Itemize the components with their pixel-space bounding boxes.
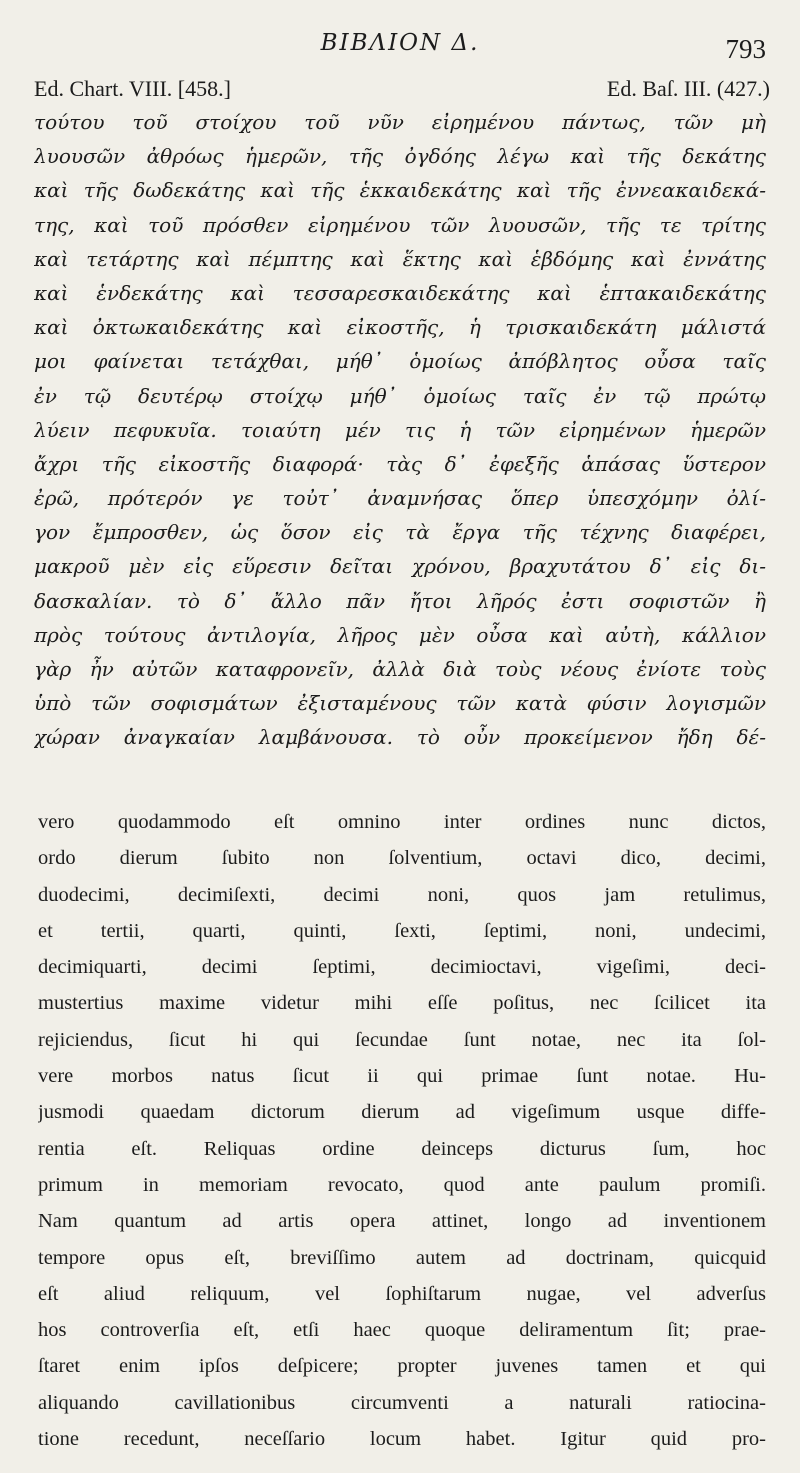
greek-line: χώραν ἀναγκαίαν λαμβάνουσα. τὸ οὖν προκείμενον ἤδη δέ- [34, 725, 766, 750]
page-number: 793 [725, 34, 766, 64]
edition-reference-basel: Ed. Baſ. III. (427.) [606, 76, 770, 101]
latin-line: rentia eſt. Reliquas ordine deinceps dicturus ſum, hoc [38, 1137, 766, 1160]
edition-reference-line [34, 76, 770, 104]
greek-line: λύειν πεφυκυῖα. τοιαύτη μέν τις ἡ τῶν εἰρημένων ἡμερῶν [34, 417, 766, 442]
greek-line: λυουσῶν ἀθρόως ἡμερῶν, τῆς ὀγδόης λέγω καὶ τῆς δεκάτης [34, 144, 766, 169]
latin-line: et tertii, quarti, quinti, ſexti, ſeptimi, noni, undecimi, [38, 919, 766, 942]
latin-line: jusmodi quaedam dictorum dierum ad vigeſimum usque diffe- [38, 1101, 766, 1124]
greek-line: ἐν τῷ δευτέρῳ στοίχῳ μήθ᾽ ὁμοίως ταῖς ἐν τῷ πρώτῳ [34, 383, 766, 408]
greek-line: μακροῦ μὲν εἰς εὕρεσιν δεῖται χρόνου, βραχυτάτου δ᾽ εἰς δι- [34, 554, 766, 579]
greek-line: γὰρ ἦν αὐτῶν καταφρονεῖν, ἀλλὰ διὰ τοὺς νέους ἐνίοτε τοὺς [34, 657, 766, 681]
greek-line: δασκαλίαν. τὸ δ᾽ ἄλλο πᾶν ἤτοι λῆρός ἐστι σοφιστῶν ἢ [34, 588, 766, 613]
latin-text-block [38, 804, 766, 1457]
greek-line: της, καὶ τοῦ πρόσθεν εἰρημένου τῶν λυουσῶν, τῆς τε τρίτης [34, 212, 766, 237]
latin-line: ordo dierum ſubito non ſolventium, octavi dico, decimi, [38, 847, 766, 870]
greek-line: ἄχρι τῆς εἰκοστῆς διαφορά· τὰς δ᾽ ἐφεξῆς ἁπάσας ὕστερον [34, 451, 766, 476]
latin-line: tione recedunt, neceſſario locum habet. Igitur quid pro- [38, 1428, 766, 1451]
latin-line: vero quodammodo eſt omnino inter ordines nunc dictos, [38, 811, 766, 833]
latin-line: primum in memoriam revocato, quod ante paulum promiſi. [38, 1173, 766, 1196]
latin-line: aliquando cavillationibus circumventi a naturali ratiocina- [38, 1391, 766, 1414]
greek-line: καὶ τῆς δωδεκάτης καὶ τῆς ἑκκαιδεκάτης καὶ τῆς ἐννεακαιδεκά- [34, 178, 766, 203]
greek-line: μοι φαίνεται τετάχθαι, μήθ᾽ ὁμοίως ἀπόβλητος οὖσα ταῖς [34, 349, 766, 374]
latin-line: mustertius maxime videtur mihi eſſe poſitus, nec ſcilicet ita [38, 992, 766, 1015]
latin-line: ſtaret enim ipſos deſpicere; propter juvenes tamen et qui [38, 1355, 766, 1378]
greek-line: γον ἔμπροσθεν, ὡς ὅσον εἰς τὰ ἔργα τῆς τέχνης διαφέρει, [34, 520, 766, 545]
greek-text-block [34, 105, 766, 755]
greek-line: ἐρῶ, πρότερόν γε τοὐτ᾽ ἀναμνήσας ὅπερ ὑπεσχόμην ὀλί- [34, 486, 766, 511]
greek-line: καὶ ἑνδεκάτης καὶ τεσσαρεσκαιδεκάτης καὶ ἑπτακαιδεκάτης [34, 280, 766, 305]
latin-line: eſt aliud reliquum, vel ſophiſtarum nugae, vel adverſus [38, 1282, 766, 1305]
latin-line: tempore opus eſt, breviſſimo autem ad doctrinam, quicquid [38, 1246, 766, 1269]
greek-line: τούτου τοῦ στοίχου τοῦ νῦν εἰρημένου πάντως, τῶν μὴ [34, 110, 766, 134]
greek-line: πρὸς τούτους ἀντιλογία, λῆρος μὲν οὖσα καὶ αὐτὴ, κάλλιον [34, 622, 766, 647]
latin-line: decimiquarti, decimi ſeptimi, decimioctavi, vigeſimi, deci- [38, 956, 766, 979]
greek-line: ὑπὸ τῶν σοφισμάτων ἐξισταμένους τῶν κατὰ φύσιν λογισμῶν [34, 691, 766, 716]
latin-line: Nam quantum ad artis opera attinet, longo ad inventionem [38, 1210, 766, 1233]
edition-reference-chart: Ed. Chart. VIII. [458.] [34, 76, 231, 101]
latin-line: vere morbos natus ſicut ii qui primae ſunt notae. Hu- [38, 1065, 766, 1088]
greek-line: καὶ τετάρτης καὶ πέμπτης καὶ ἕκτης καὶ ἑβδόμης καὶ ἐννάτης [34, 246, 766, 271]
running-title: ΒΙΒΛΙΟΝ Δ. [320, 30, 480, 56]
greek-line: καὶ ὀκτωκαιδεκάτης καὶ εἰκοστῆς, ἡ τρισκαιδεκάτη μάλιστά [34, 315, 766, 340]
latin-line: rejiciendus, ſicut hi qui ſecundae ſunt notae, nec ita ſol- [38, 1028, 766, 1051]
latin-line: hos controverſia eſt, etſi haec quoque deliramentum ſit; prae- [38, 1319, 766, 1342]
latin-line: duodecimi, decimiſexti, decimi noni, quos jam retulimus, [38, 883, 766, 906]
